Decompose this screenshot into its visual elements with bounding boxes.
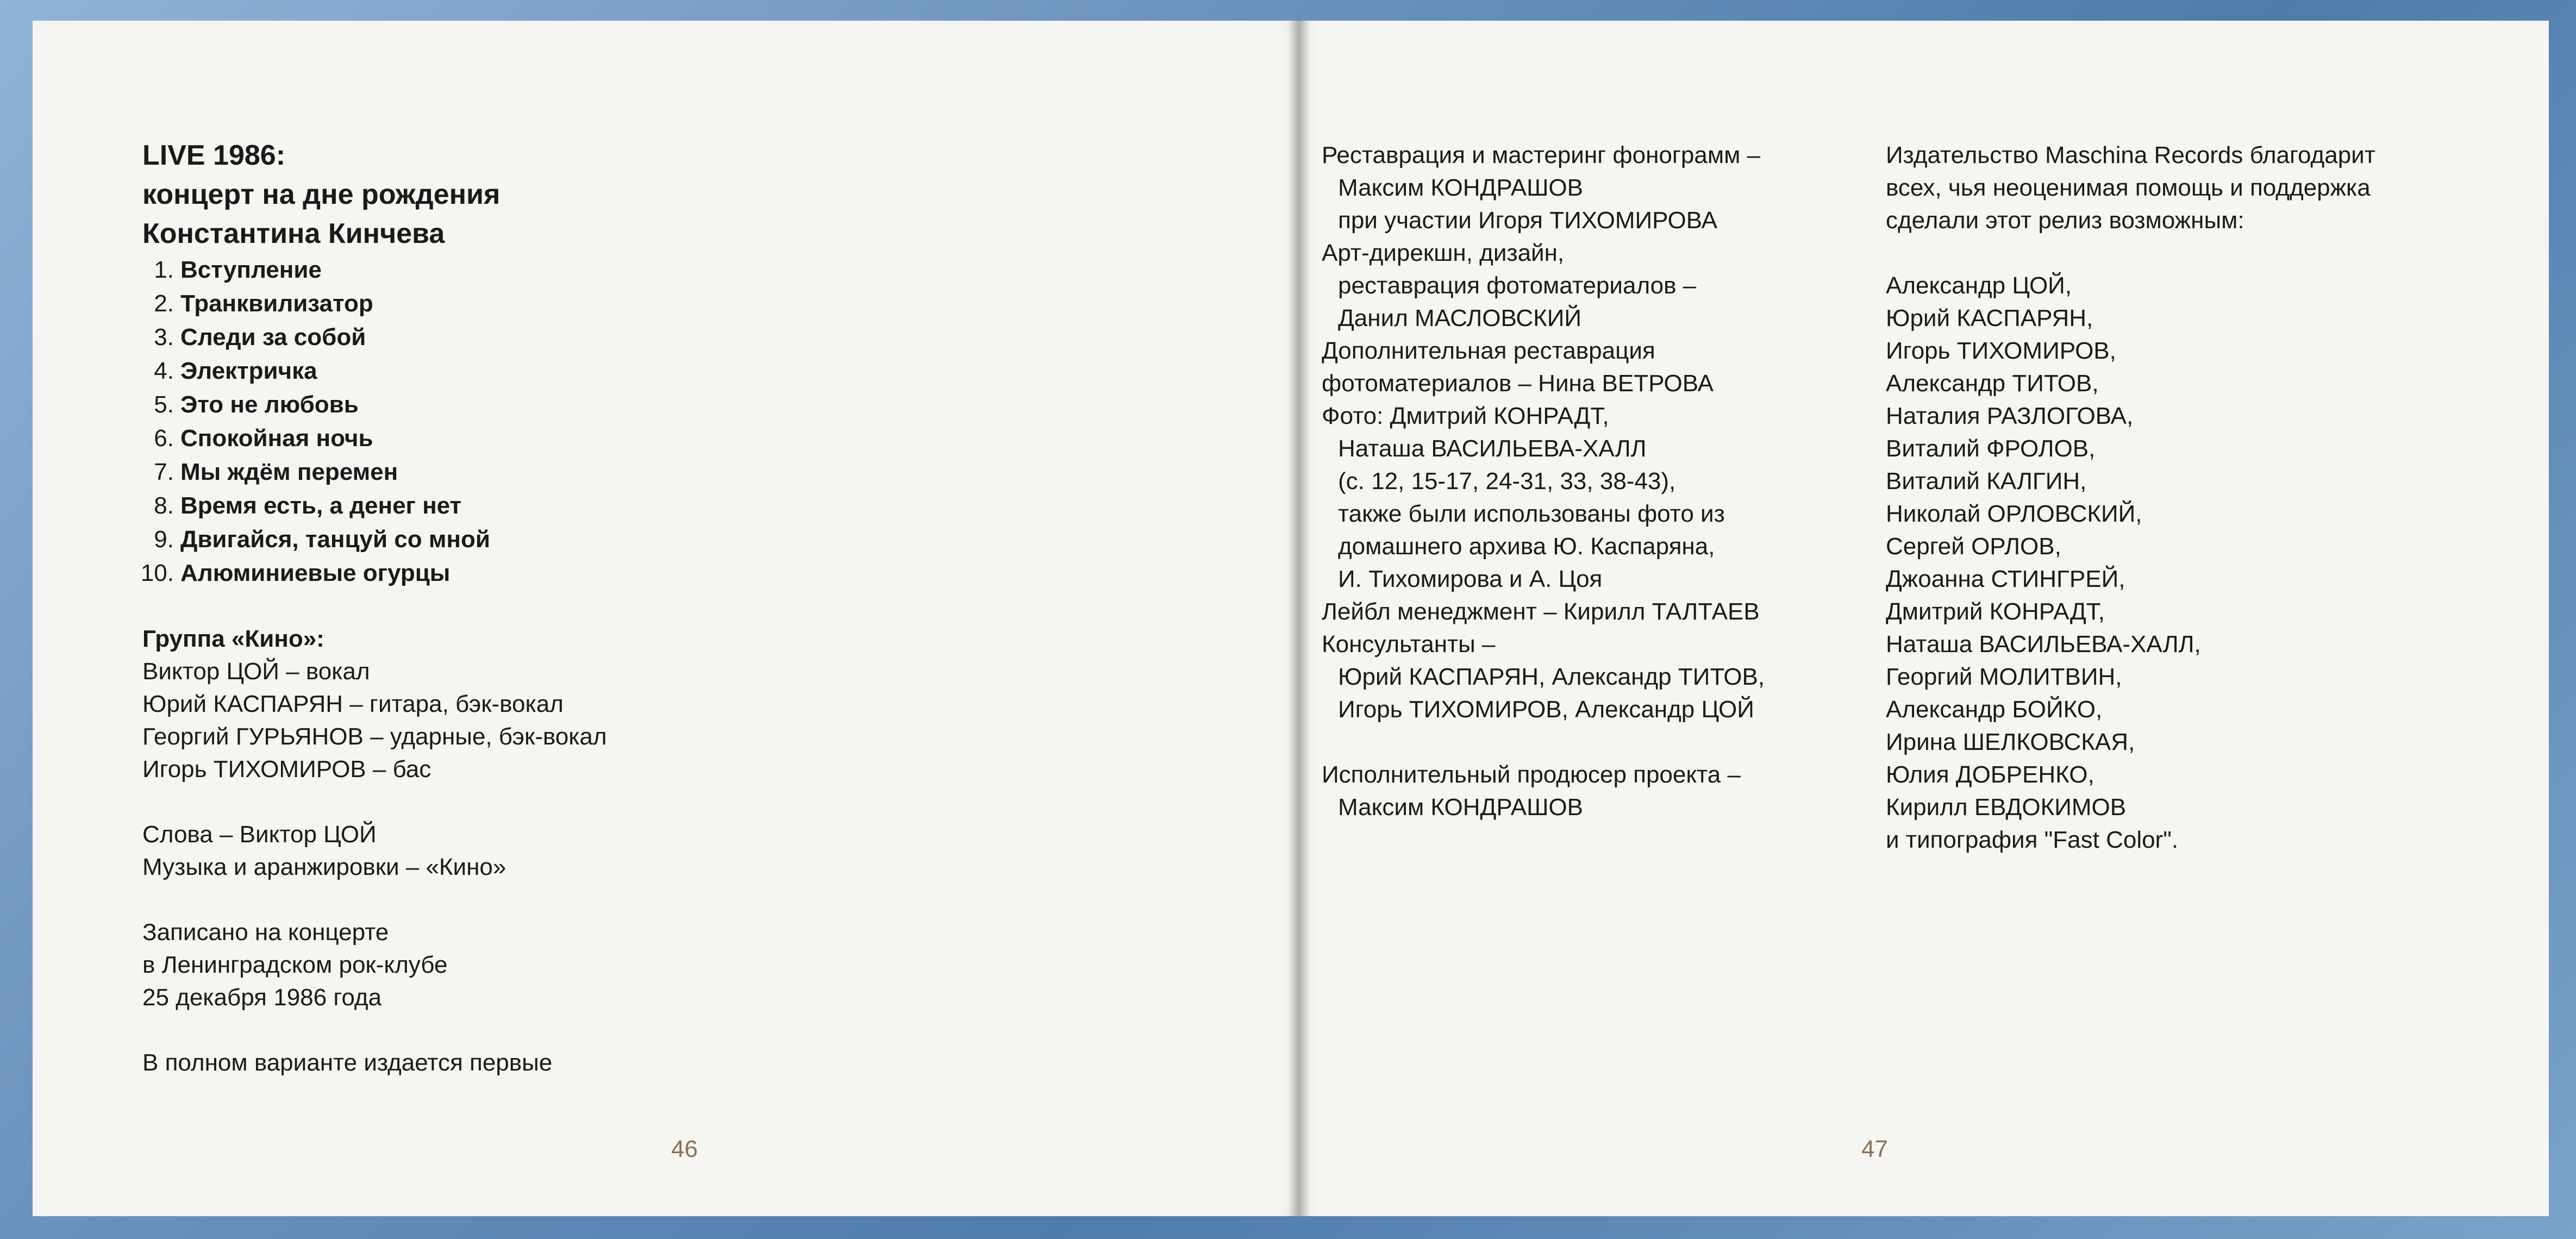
thanks-intro-line: сделали этот релиз возможным: [1886,207,2244,234]
note-line: В полном варианте издается первые [142,1049,553,1076]
band-member: Георгий ГУРЬЯНОВ – ударные, бэк-вокал [142,723,607,750]
thanks-name: Наталия РАЗЛОГОВА, [1886,403,2134,429]
credit-line: Музыка и аранжировки – «Кино» [142,854,507,880]
thanks-name: Александр ЦОЙ, [1886,272,2072,299]
track-number: 2. [154,290,174,317]
track-list [127,253,607,590]
production-line: Юрий КАСПАРЯН, Александр ТИТОВ, [1338,664,1765,690]
track-name: Двигайся, танцуй со мной [180,526,490,553]
thanks-name: Джоанна СТИНГРЕЙ, [1886,566,2125,592]
title-line: концерт на дне рождения [142,179,501,210]
track-name: Электричка [180,358,317,384]
track-number: 10. [140,560,174,586]
recorded-line: Записано на концерте [142,919,389,946]
title-line: Константина Кинчева [142,218,445,249]
track-name: Спокойная ночь [180,425,373,452]
production-line: Лейбл менеджмент – Кирилл ТАЛТАЕВ [1322,598,1760,625]
producer-line: Исполнительный продюсер проекта – [1322,761,1741,788]
thanks-name: Игорь ТИХОМИРОВ, [1886,337,2116,364]
production-line: Дополнительная реставрация [1322,337,1655,364]
credit-line: Слова – Виктор ЦОЙ [142,821,377,848]
track-item [127,489,607,523]
book-gutter [1288,21,1310,1216]
production-line: домашнего архива Ю. Каспаряна, [1338,533,1715,560]
thanks-column [1886,139,2375,856]
thanks-name: Кирилл ЕВДОКИМОВ [1886,794,2127,821]
track-name: Мы ждём перемен [180,459,398,485]
thanks-intro-line: Издательство Maschina Records благодарит [1886,142,2375,168]
track-item [127,388,607,422]
track-number: 1. [154,256,174,283]
track-number: 4. [154,358,174,384]
thanks-name: Александр ТИТОВ, [1886,370,2099,397]
band-member: Игорь ТИХОМИРОВ – бас [142,756,432,783]
thanks-name: Сергей ОРЛОВ, [1886,533,2061,560]
track-name: Это не любовь [180,391,359,418]
thanks-name: Николай ОРЛОВСКИЙ, [1886,500,2142,527]
production-line: Арт-дирекшн, дизайн, [1322,240,1565,266]
thanks-name: и типография "Fast Color". [1886,827,2179,853]
track-name: Время есть, а денег нет [180,492,462,519]
track-number: 9. [154,526,174,553]
recorded-line: 25 декабря 1986 года [142,984,382,1011]
track-number: 6. [154,425,174,452]
production-line: Данил МАСЛОВСКИЙ [1338,305,1582,331]
thanks-name: Георгий МОЛИТВИН, [1886,664,2122,690]
band-member: Виктор ЦОЙ – вокал [142,658,370,685]
band-members [142,655,607,786]
thanks-name: Ирина ШЕЛКОВСКАЯ, [1886,729,2135,755]
production-line: Реставрация и мастеринг фонограмм – [1322,142,1761,168]
thanks-name: Виталий КАЛГИН, [1886,468,2087,495]
track-name: Следи за собой [180,324,366,351]
band-member: Юрий КАСПАРЯН – гитара, бэк-вокал [142,691,564,717]
production-line: Консультанты – [1322,631,1496,658]
track-name: Алюминиевые огурцы [180,560,451,586]
track-item [127,354,607,388]
band-heading: Группа «Кино»: [142,625,324,652]
production-line: Максим КОНДРАШОВ [1338,174,1583,201]
producer-line: Максим КОНДРАШОВ [1338,794,1583,821]
track-item [127,422,607,455]
thanks-name: Дмитрий КОНРАДТ, [1886,598,2105,625]
track-number: 8. [154,492,174,519]
production-credits-column [1322,139,1765,824]
track-name: Вступление [180,256,322,283]
track-name: Транквилизатор [180,290,373,317]
track-number: 5. [154,391,174,418]
title-line: LIVE 1986: [142,140,286,171]
track-item [127,287,607,321]
thanks-name: Виталий ФРОЛОВ, [1886,435,2096,462]
production-line: (с. 12, 15-17, 24-31, 33, 38-43), [1338,468,1676,495]
track-number: 3. [154,324,174,351]
production-line: также были использованы фото из [1338,500,1725,527]
track-item [127,455,607,489]
page-number-right: 47 [1861,1136,1888,1162]
album-title [142,136,607,253]
thanks-name: Наташа ВАСИЛЬЕВА-ХАЛЛ, [1886,631,2201,658]
track-item [127,321,607,354]
thanks-name: Юлия ДОБРЕНКО, [1886,761,2094,788]
left-column [142,136,607,1079]
recorded-line: в Ленинградском рок-клубе [142,952,448,978]
production-line: И. Тихомирова и А. Цоя [1338,566,1603,592]
production-line: Игорь ТИХОМИРОВ, Александр ЦОЙ [1338,696,1754,723]
thanks-intro-line: всех, чья неоценимая помощь и поддержка [1886,174,2371,201]
production-line: при участии Игоря ТИХОМИРОВА [1338,207,1717,234]
track-number: 7. [154,459,174,485]
track-item [127,556,607,590]
thanks-name: Юрий КАСПАРЯН, [1886,305,2093,331]
production-line: фотоматериалов – Нина ВЕТРОВА [1322,370,1714,397]
track-item [127,523,607,556]
production-line: Наташа ВАСИЛЬЕВА-ХАЛЛ [1338,435,1647,462]
production-line: реставрация фотоматериалов – [1338,272,1697,299]
thanks-name: Александр БОЙКО, [1886,696,2103,723]
track-item [127,253,607,287]
production-line: Фото: Дмитрий КОНРАДТ, [1322,403,1609,429]
page-number-left: 46 [671,1136,698,1162]
